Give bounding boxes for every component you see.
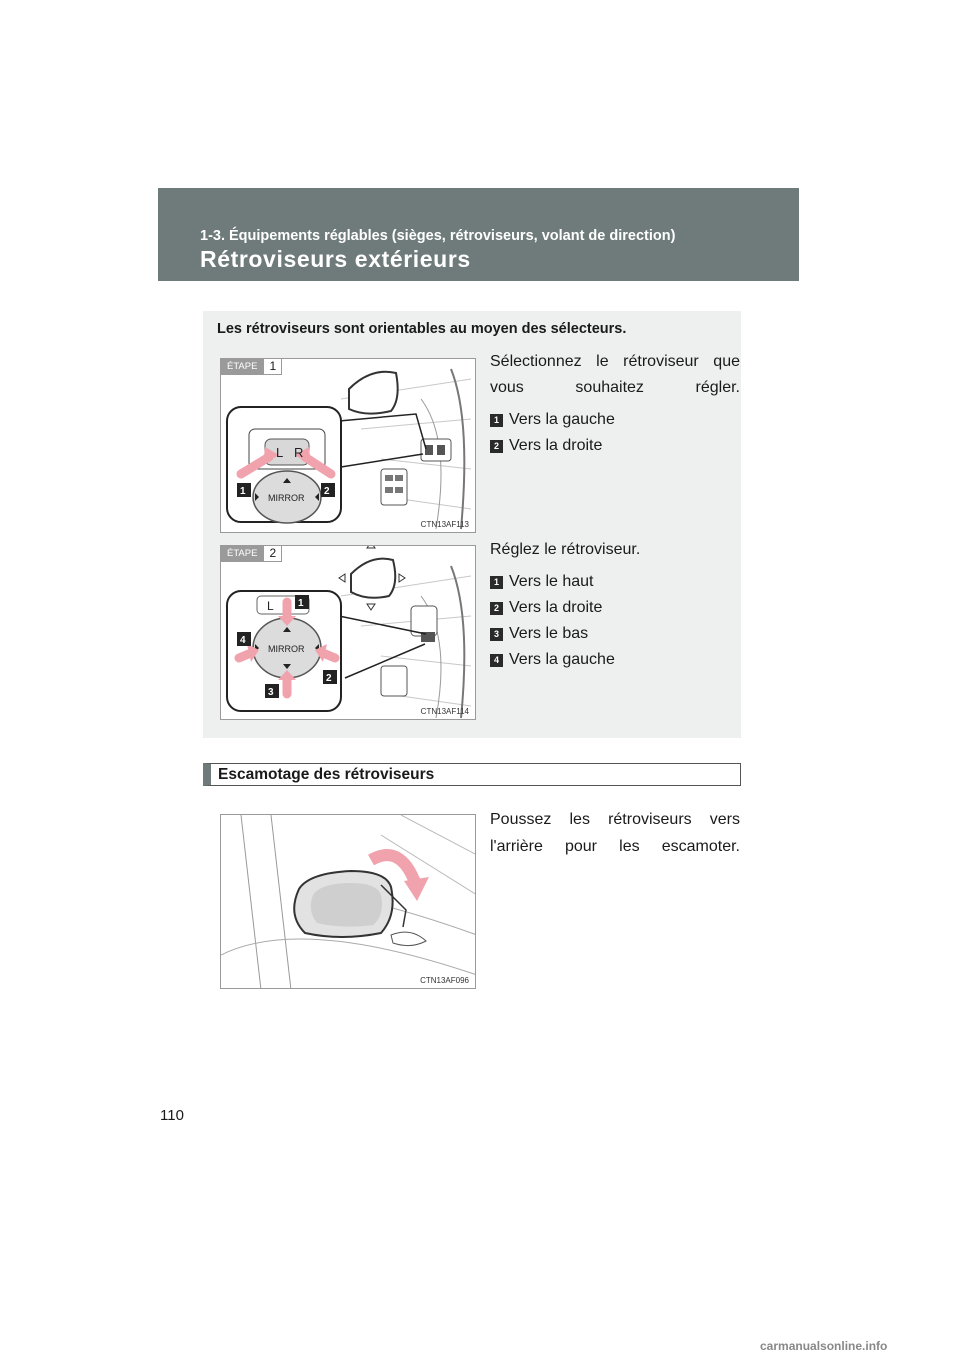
step2-illustration — [220, 545, 476, 720]
step2-drawing — [221, 546, 476, 720]
item-text: Vers la gauche — [509, 411, 615, 428]
list-item — [490, 569, 740, 595]
etape-number: 2 — [263, 546, 282, 562]
number-badge: 2 — [490, 602, 503, 615]
figure-code: CTN13AF113 — [420, 520, 469, 529]
number-badge: 2 — [490, 440, 503, 453]
callout-2: 2 — [326, 673, 332, 684]
mirror-label: MIRROR — [268, 493, 305, 503]
intro-text: Les rétroviseurs sont orientables au moyen des sélecteurs. — [217, 321, 627, 337]
step2-instruction: Réglez le rétroviseur. — [490, 541, 641, 558]
etape-label: ÉTAPE — [221, 546, 263, 562]
watermark: carmanualsonline.info — [760, 1339, 888, 1353]
list-item — [490, 407, 740, 433]
item-text: Vers le haut — [509, 573, 594, 590]
folding-illustration — [220, 814, 476, 989]
number-badge: 4 — [490, 654, 503, 667]
callout-3: 3 — [268, 687, 274, 698]
list-item — [490, 433, 740, 459]
number-badge: 3 — [490, 628, 503, 641]
number-badge: 1 — [490, 414, 503, 427]
step1-instruction: Sélectionnez le rétroviseur que vous souhaitez régler. — [490, 353, 740, 396]
callout-4: 4 — [240, 635, 246, 646]
item-text: Vers la gauche — [509, 651, 615, 668]
figure-code: CTN13AF114 — [420, 707, 469, 716]
step1-text — [490, 349, 740, 459]
folding-drawing — [221, 815, 476, 989]
etape-number: 1 — [263, 359, 282, 375]
step2-list — [490, 569, 740, 673]
step1-list — [490, 407, 740, 459]
list-item — [490, 595, 740, 621]
number-badge: 1 — [490, 576, 503, 589]
chapter-header — [158, 188, 799, 281]
list-item — [490, 647, 740, 673]
step2-text — [490, 537, 740, 673]
folding-heading: Escamotage des rétroviseurs — [203, 763, 741, 786]
callout-1: 1 — [240, 486, 246, 497]
step1-illustration — [220, 358, 476, 533]
switch-label-l: L — [267, 599, 274, 613]
item-text: Vers le bas — [509, 625, 589, 642]
step1-drawing — [221, 359, 476, 533]
switch-label-r: R — [294, 445, 304, 460]
etape-label: ÉTAPE — [221, 359, 263, 375]
step1-tag — [221, 359, 282, 375]
mirror-label: MIRROR — [268, 644, 305, 654]
callout-1: 1 — [298, 598, 304, 609]
page-title: Rétroviseurs extérieurs — [200, 246, 471, 272]
page-number: 110 — [160, 1107, 184, 1124]
folding-text: Poussez les rétroviseurs vers l'arrière pour les escamoter. — [490, 811, 740, 855]
item-text: Vers la droite — [509, 437, 603, 454]
section-label: 1-3. Équipements réglables (sièges, rétroviseurs, volant de direction) — [200, 228, 676, 244]
figure-code: CTN13AF096 — [420, 976, 469, 985]
step2-tag — [221, 546, 282, 562]
switch-label-l: L — [276, 445, 284, 460]
callout-2: 2 — [324, 486, 330, 497]
list-item — [490, 621, 740, 647]
item-text: Vers la droite — [509, 599, 603, 616]
